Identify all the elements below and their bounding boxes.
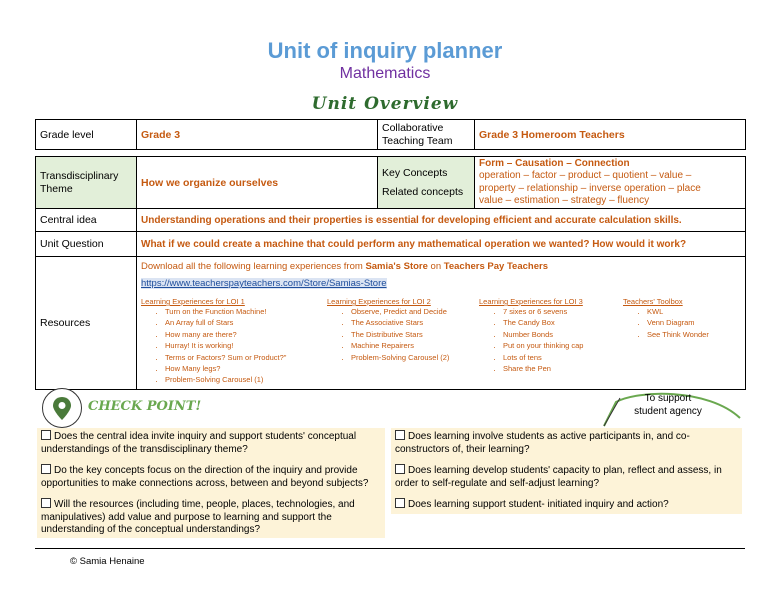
resources-columns <box>141 297 741 387</box>
list-item: • Machine Repairers <box>351 341 479 350</box>
list-item: • Turn on the Function Machine! <box>165 307 327 316</box>
tpt-name: Teachers Pay Teachers <box>443 261 548 272</box>
list-item: • Venn Diagram <box>647 318 733 327</box>
page-subtitle: Mathematics <box>339 65 431 82</box>
key-concepts-label: Key Concepts <box>382 166 448 179</box>
checklist-text: Do the key concepts focus on the direction of the inquiry and provide opportunities to make connections across, between and beyond subjects? <box>41 465 369 489</box>
unit-info-table <box>35 156 746 390</box>
store-link[interactable]: https://www.teacherspayteachers.com/Store/Samias-Store <box>141 278 387 289</box>
loi1-heading: Learning Experiences for LOI 1 <box>141 297 245 306</box>
teaching-team-label <box>378 120 475 150</box>
checkbox[interactable] <box>41 498 51 508</box>
checklist-item <box>41 498 381 537</box>
list-item: • Share the Pen <box>503 364 623 373</box>
resources-value <box>137 257 746 390</box>
list-item: • The Associative Stars <box>351 318 479 327</box>
checklist-item <box>395 498 738 512</box>
grade-level-value: Grade 3 <box>137 120 378 150</box>
theme-label-line1: Transdisciplinary <box>40 169 119 182</box>
checklist-item <box>395 464 738 490</box>
transdisciplinary-theme-label <box>36 157 137 209</box>
checkpoint-left-box <box>37 428 385 538</box>
unit-question-value: What if we could create a machine that could perform any mathematical operation we wanted? How would it work? <box>137 232 746 257</box>
loi2-column <box>327 297 479 387</box>
grade-level-label: Grade level <box>36 120 137 150</box>
list-item: • Terms or Factors? Sum or Product?" <box>165 353 327 362</box>
loi3-heading: Learning Experiences for LOI 3 <box>479 297 583 306</box>
teaching-team-value: Grade 3 Homeroom Teachers <box>475 120 746 150</box>
concepts-value <box>475 157 746 209</box>
agency-line2: student agency <box>634 406 702 417</box>
toolbox-column <box>623 297 733 387</box>
checklist-text: Does learning develop students' capacity to plan, reflect and assess, in order to self-regulate and self-adjust learning? <box>395 465 722 489</box>
related-concepts-line3: value – estimation – strategy – fluency <box>479 195 650 206</box>
theme-label-line2: Theme <box>40 182 73 195</box>
related-concepts-line1: operation – factor – product – quotient – value – <box>479 170 692 181</box>
page-title: Unit of inquiry planner <box>267 38 503 63</box>
toolbox-heading: Teachers' Toolbox <box>623 297 683 306</box>
list-item: • The Candy Box <box>503 318 623 327</box>
related-concepts-line2: property – relationship – inverse operation – place <box>479 182 701 194</box>
loi3-column <box>479 297 623 387</box>
store-name: Samia's Store <box>365 261 428 272</box>
checkbox[interactable] <box>41 464 51 474</box>
teaching-team-label-line1: Collaborative <box>382 121 444 134</box>
central-idea-label: Central idea <box>36 209 137 232</box>
checklist-text: Does learning support student- initiated inquiry and action? <box>408 499 669 510</box>
list-item: • Number Bonds <box>503 330 623 339</box>
unit-question-label: Unit Question <box>36 232 137 257</box>
checklist-text: Does the central idea invite inquiry and support students' conceptual understandings of the transdisciplinary theme? <box>41 431 357 455</box>
checklist-text: Will the resources (including time, people, places, technologies, and manipulatives) add value and purpose to learning and support the understanding of the conceptual understandings? <box>41 499 355 535</box>
key-concepts-value: Form – Causation – Connection <box>479 157 630 169</box>
list-item: • See Think Wonder <box>647 330 733 339</box>
agency-line1: To support <box>644 393 692 404</box>
resources-intro-text: Download all the following learning experiences from <box>141 261 366 272</box>
central-idea-value: Understanding operations and their properties is essential for developing efficient and accurate calculation skills. <box>137 209 746 232</box>
resources-intro-on: on <box>427 261 444 272</box>
checklist-item <box>41 464 381 490</box>
list-item: • Lots of tens <box>503 353 623 362</box>
map-pin-icon <box>42 388 82 428</box>
list-item: • How many are there? <box>165 330 327 339</box>
loi1-column <box>141 297 327 387</box>
related-concepts-label: Related concepts <box>382 185 464 198</box>
footer-divider <box>35 548 745 549</box>
checkbox[interactable] <box>395 498 405 508</box>
list-item: • 7 sixes or 6 sevens <box>503 307 623 316</box>
resources-label: Resources <box>36 257 137 390</box>
concepts-label <box>378 157 475 209</box>
checkbox[interactable] <box>395 430 405 440</box>
transdisciplinary-theme-value: How we organize ourselves <box>137 157 378 209</box>
footer-copyright: © Samia Henaine <box>70 556 145 567</box>
list-item: • Observe, Predict and Decide <box>351 307 479 316</box>
checklist-item <box>41 430 381 456</box>
checkbox[interactable] <box>395 464 405 474</box>
list-item: • KWL <box>647 307 733 316</box>
unit-overview-heading: Unit Overview <box>311 94 459 114</box>
checklist-text: Does learning involve students as active participants in, and co-constructors of, their learning? <box>395 431 690 455</box>
list-item: • Problem-Solving Carousel (2) <box>351 353 479 362</box>
list-item: • Hurray! It is working! <box>165 341 327 350</box>
student-agency-note <box>618 392 718 418</box>
grade-table <box>35 119 746 150</box>
loi2-heading: Learning Experiences for LOI 2 <box>327 297 431 306</box>
checklist-item <box>395 430 738 456</box>
resources-intro <box>141 261 741 272</box>
list-item: • An Array full of Stars <box>165 318 327 327</box>
list-item: • Put on your thinking cap <box>503 341 623 350</box>
checkpoint-right-box <box>391 428 742 514</box>
teaching-team-label-line2: Teaching Team <box>382 134 453 147</box>
list-item: • Problem-Solving Carousel (1) <box>165 375 327 384</box>
list-item: • How Many legs? <box>165 364 327 373</box>
checkpoint-label: CHECK POINT! <box>88 399 202 414</box>
list-item: • The Distributive Stars <box>351 330 479 339</box>
checkbox[interactable] <box>41 430 51 440</box>
